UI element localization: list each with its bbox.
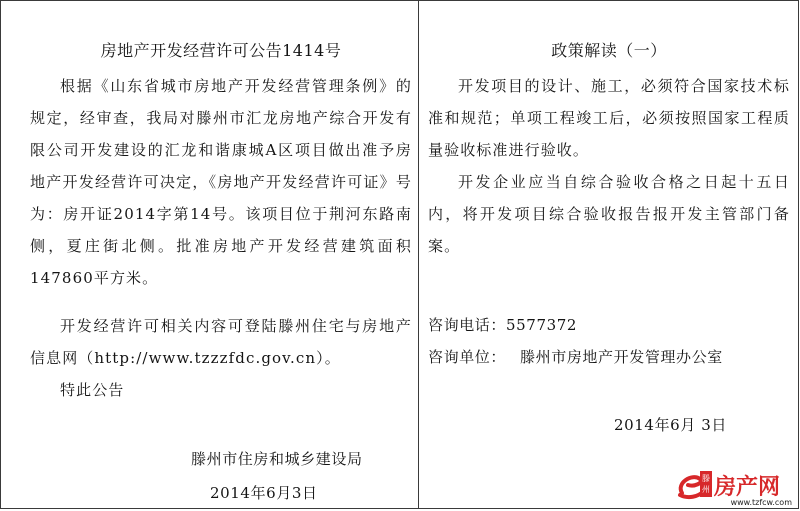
tzfcw-watermark-logo	[674, 461, 794, 507]
consult-phone	[428, 314, 577, 335]
notice-paragraph-1: 根据《山东省城市房地产开发经营管理条例》的规定，经审查，我局对滕州市汇龙房地产综合开发有限公司开发建设的汇龙和谐康城A区项目做出准予房地产开发经营许可决定，《房地产开发经营许可证》号为：房开证2014字第14号。该项目位于荆河东路南侧，夏庄街北侧。批准房地产开发经营建筑面积147860平方米。	[30, 77, 412, 287]
consult-unit-label: 咨询单位：	[428, 348, 507, 366]
policy-paragraph-2: 开发企业应当自综合验收合格之日起十五日内，将开发项目综合验收报告报开发主管部门备案。	[428, 173, 790, 255]
policy-paragraph-1: 开发项目的设计、施工，必须符合国家技术标准和规范；单项工程竣工后，必须按照国家工程质量验收标准进行验收。	[428, 77, 790, 159]
notice-date: 2014年6月3日	[210, 484, 318, 502]
brand-url: www.tzfcw.com	[730, 498, 792, 507]
city-tag-char-1: 滕	[702, 474, 710, 483]
consult-phone-label: 咨询电话：	[428, 316, 507, 334]
column-divider	[418, 0, 419, 509]
policy-date: 2014年6月 3日	[614, 416, 728, 434]
city-tag-char-2: 州	[702, 485, 710, 494]
brand-name: 房产网	[714, 475, 781, 500]
policy-title: 政策解读（一）	[551, 41, 667, 60]
notice-paragraph-2: 开发经营许可相关内容可登陆滕州住宅与房地产信息网（http://www.tzzzfdc.gov.cn）。	[30, 317, 412, 367]
consult-phone-value: 5577372	[506, 316, 578, 334]
notice-title: 房地产开发经营许可公告1414号	[100, 41, 342, 60]
consult-unit-value: 滕州市房地产开发管理办公室	[520, 348, 723, 366]
notice-issuer: 滕州市住房和城乡建设局	[191, 450, 363, 468]
notice-closing: 特此公告	[60, 381, 125, 399]
consult-unit	[428, 346, 723, 367]
